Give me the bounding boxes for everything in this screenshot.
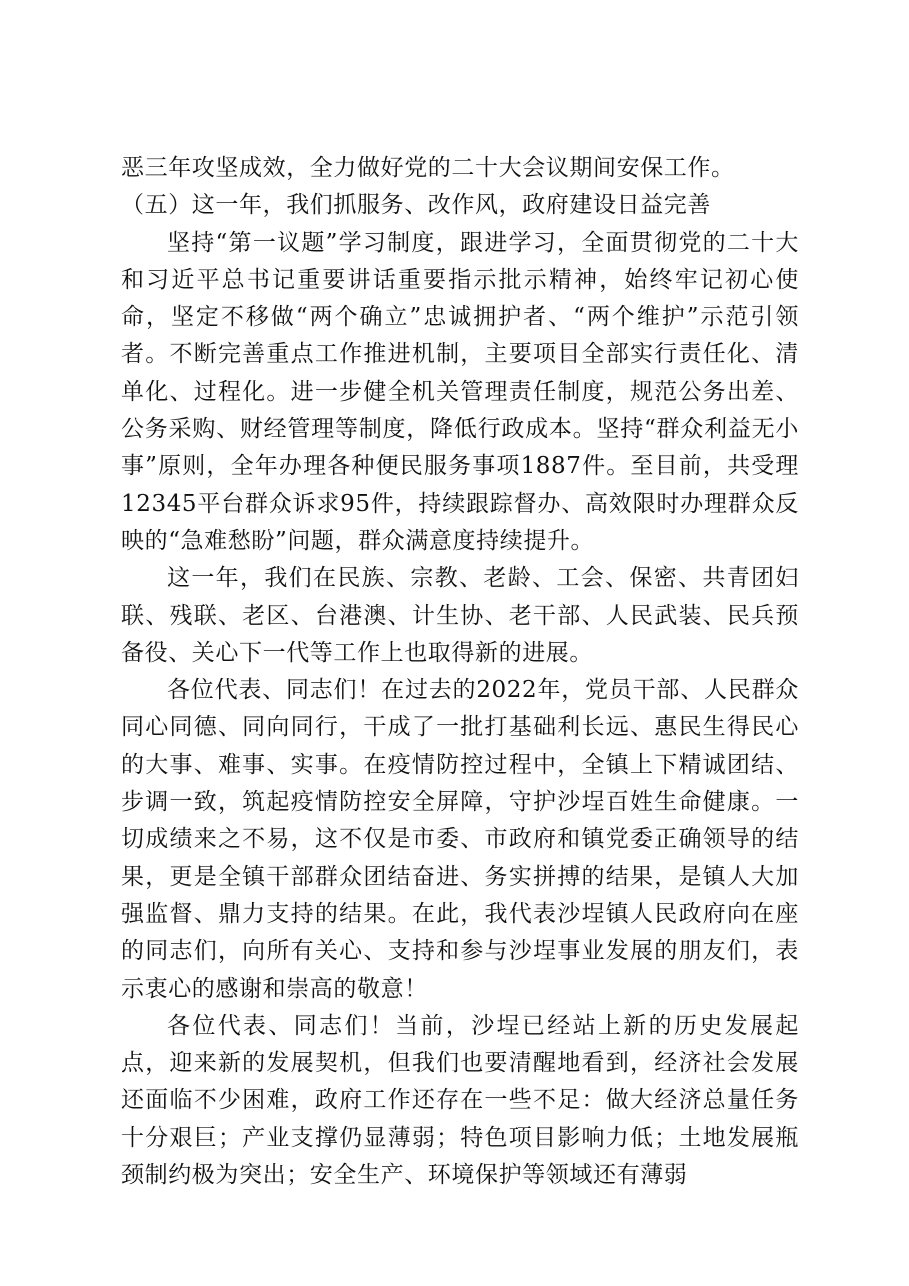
section-heading: （五）这一年，我们抓服务、改作风，政府建设日益完善 (121, 192, 711, 219)
continuation-paragraph: 恶三年攻坚成效，全力做好党的二十大会议期间安保工作。 (121, 155, 735, 181)
body-paragraph-thanks: 各位代表、同志们！在过去的2022年，党员干部、人民群众同心同德、同向同行，干成了一批打基础利长远、惠民生得民心的大事、难事、实事。在疫情防控过程中，全镇上下精诚团结、步调一致，筑起疫情防控安全屏障，守护沙埕百姓生命健康。一切成绩来之不易，这不仅是市委、市政府和镇党委正确领导的结果，更是全镇干部群众团结奋进、务实拼搏的结果，是镇人大加强监督、鼎力支持的结果。在此，我代表沙埕镇人民政府向在座的同志们，向所有关心、支持和参与沙埕事业发展的朋友们，表示衷心的感谢和崇高的敬意！ (121, 677, 799, 1002)
body-paragraph-challenges: 各位代表、同志们！当前，沙埕已经站上新的历史发展起点，迎来新的发展契机，但我们也要清醒地看到，经济社会发展还面临不少困难，政府工作还存在一些不足：做大经济总量任务十分艰巨；产业支撑仍显薄弱；特色项目影响力低；土地发展瓶颈制约极为突出；安全生产、环境保护等领域还有薄弱 (121, 1012, 799, 1189)
body-paragraph-service: 坚持“第一议题”学习制度，跟进学习，全面贯彻党的二十大和习近平总书记重要讲话重要指示批示精神，始终牢记初心使命，坚定不移做“两个确立”忠诚拥护者、“两个维护”示范引领者。不断完善重点工作推进机制，主要项目全部实行责任化、清单化、过程化。进一步健全机关管理责任制度，规范公务出差、公务采购、财经管理等制度，降低行政成本。坚持“群众利益无小事”原则，全年办理各种便民服务事项1887件。至目前，共受理12345平台群众诉求95件，持续跟踪督办、高效限时办理群众反映的“急难愁盼”问题，群众满意度持续提升。 (121, 229, 799, 554)
body-paragraph-other-work: 这一年，我们在民族、宗教、老龄、工会、保密、共青团妇联、残联、老区、台港澳、计生协、老干部、人民武装、民兵预备役、关心下一代等工作上也取得新的进展。 (121, 565, 799, 666)
document-page (121, 150, 799, 1194)
